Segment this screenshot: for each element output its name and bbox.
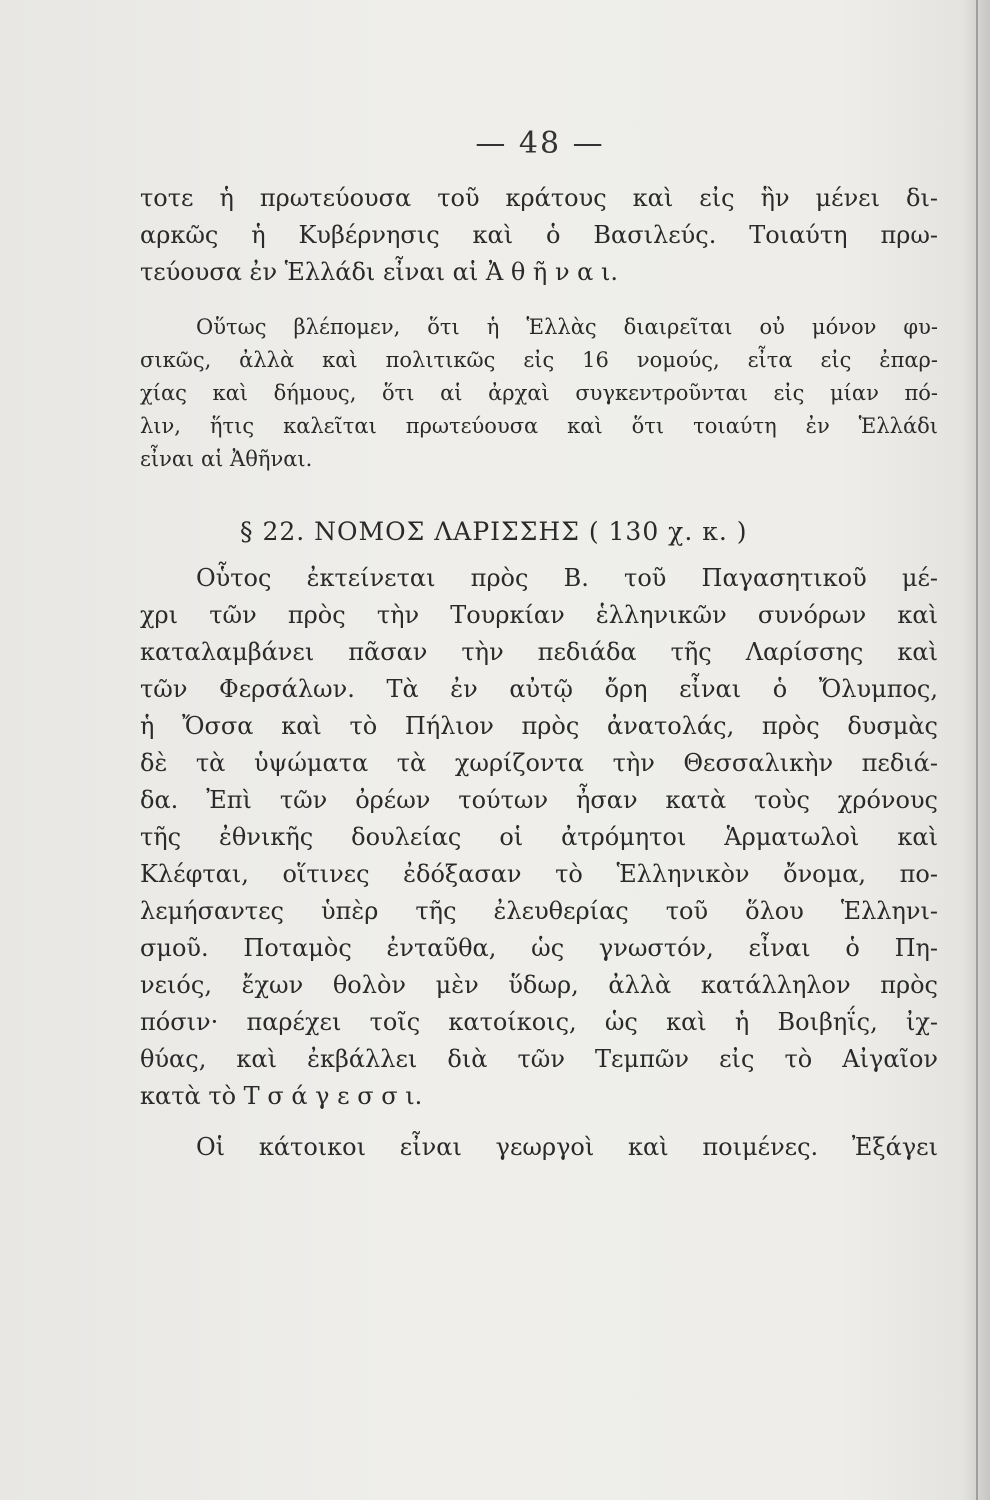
paragraph-gap xyxy=(140,552,938,560)
text-line: καταλαμβάνει πᾶσαν τὴν πεδιάδα τῆς Λαρίσσης καὶ xyxy=(140,638,938,666)
text-line: τῆς ἐθνικῆς δουλείας οἱ ἀτρόμητοι Ἁρματωλοὶ καὶ xyxy=(140,823,938,851)
paragraph-gap xyxy=(140,1115,938,1129)
text-line: χρι τῶν πρὸς τὴν Τουρκίαν ἑλληνικῶν συνόρων καὶ xyxy=(140,601,938,629)
text-line: λεμήσαντες ὑπὲρ τῆς ἐλευθερίας τοῦ ὅλου Ἑλληνι- xyxy=(140,897,938,925)
text-line: τεύουσα ἐν Ἑλλάδι εἶναι αἱ Ἀ θ ῆ ν α ι. xyxy=(140,258,619,286)
section-heading: § 22. ΝΟΜΟΣ ΛΑΡΙΣΣΗΣ ( 130 χ. κ. ) xyxy=(240,517,748,546)
text-line: θύας, καὶ ἐκβάλλει διὰ τῶν Τεμπῶν εἰς τὸ Αἰγαῖον xyxy=(140,1045,938,1073)
paragraph-4 xyxy=(140,1129,938,1166)
paragraph-1 xyxy=(140,180,938,291)
text-line: κατὰ τὸ Τ σ ά γ ε σ σ ι. xyxy=(140,1082,423,1110)
page-number: — 48 — xyxy=(475,126,605,161)
text-line: λιν, ἥτις καλεῖται πρωτεύουσα καὶ ὅτι τοιαύτη ἐν Ἑλλάδι xyxy=(140,414,938,438)
paragraph-2 xyxy=(140,311,938,476)
page-edge-line xyxy=(976,0,978,1500)
text-line: χίας καὶ δήμους, ὅτι αἱ ἀρχαὶ συγκεντροῦνται εἰς μίαν πό- xyxy=(140,381,938,405)
body-text xyxy=(140,180,938,1166)
text-line: ἡ Ὄσσα καὶ τὸ Πήλιον πρὸς ἀνατολάς, πρὸς δυσμὰς xyxy=(140,712,938,740)
text-line: αρκῶς ἡ Κυβέρνησις καὶ ὁ Βασιλεύς. Τοιαύτη πρω- xyxy=(140,221,938,249)
text-line: δὲ τὰ ὑψώματα τὰ χωρίζοντα τὴν Θεσσαλικὴν πεδιά- xyxy=(140,749,938,777)
text-line: Κλέφται, οἵτινες ἐδόξασαν τὸ Ἑλληνικὸν ὄνομα, πο- xyxy=(140,860,938,888)
text-line: τοτε ἡ πρωτεύουσα τοῦ κράτους καὶ εἰς ἣν μένει δι- xyxy=(140,184,938,212)
paragraph-3 xyxy=(140,560,938,1115)
text-line: σμοῦ. Ποταμὸς ἐνταῦθα, ὡς γνωστόν, εἶναι ὁ Πη- xyxy=(140,934,938,962)
text-line: τῶν Φερσάλων. Τὰ ἐν αὐτῷ ὄρη εἶναι ὁ Ὄλυμπος, xyxy=(140,675,938,703)
text-line: δα. Ἐπὶ τῶν ὀρέων τούτων ἦσαν κατὰ τοὺς χρόνους xyxy=(140,786,938,814)
text-line: Οἱ κάτοικοι εἶναι γεωργοὶ καὶ ποιμένες. Ἐξάγει xyxy=(196,1133,938,1161)
text-line: Οὗτος ἐκτείνεται πρὸς Β. τοῦ Παγασητικοῦ μέ- xyxy=(196,564,938,592)
text-line: πόσιν· παρέχει τοῖς κατοίκοις, ὡς καὶ ἡ Βοιβηΐς, ἰχ- xyxy=(140,1008,938,1036)
paragraph-gap xyxy=(140,291,938,311)
text-line: Οὕτως βλέπομεν, ὅτι ἡ Ἑλλὰς διαιρεῖται οὐ μόνον φυ- xyxy=(196,315,938,339)
text-line: σικῶς, ἀλλὰ καὶ πολιτικῶς εἰς 16 νομούς, εἶτα εἰς ἐπαρ- xyxy=(140,348,938,372)
paragraph-gap xyxy=(140,476,938,512)
text-line: νειός, ἔχων θολὸν μὲν ὕδωρ, ἀλλὰ κατάλληλον πρὸς xyxy=(140,971,938,999)
text-line: εἶναι αἱ Ἀθῆναι. xyxy=(140,447,313,471)
